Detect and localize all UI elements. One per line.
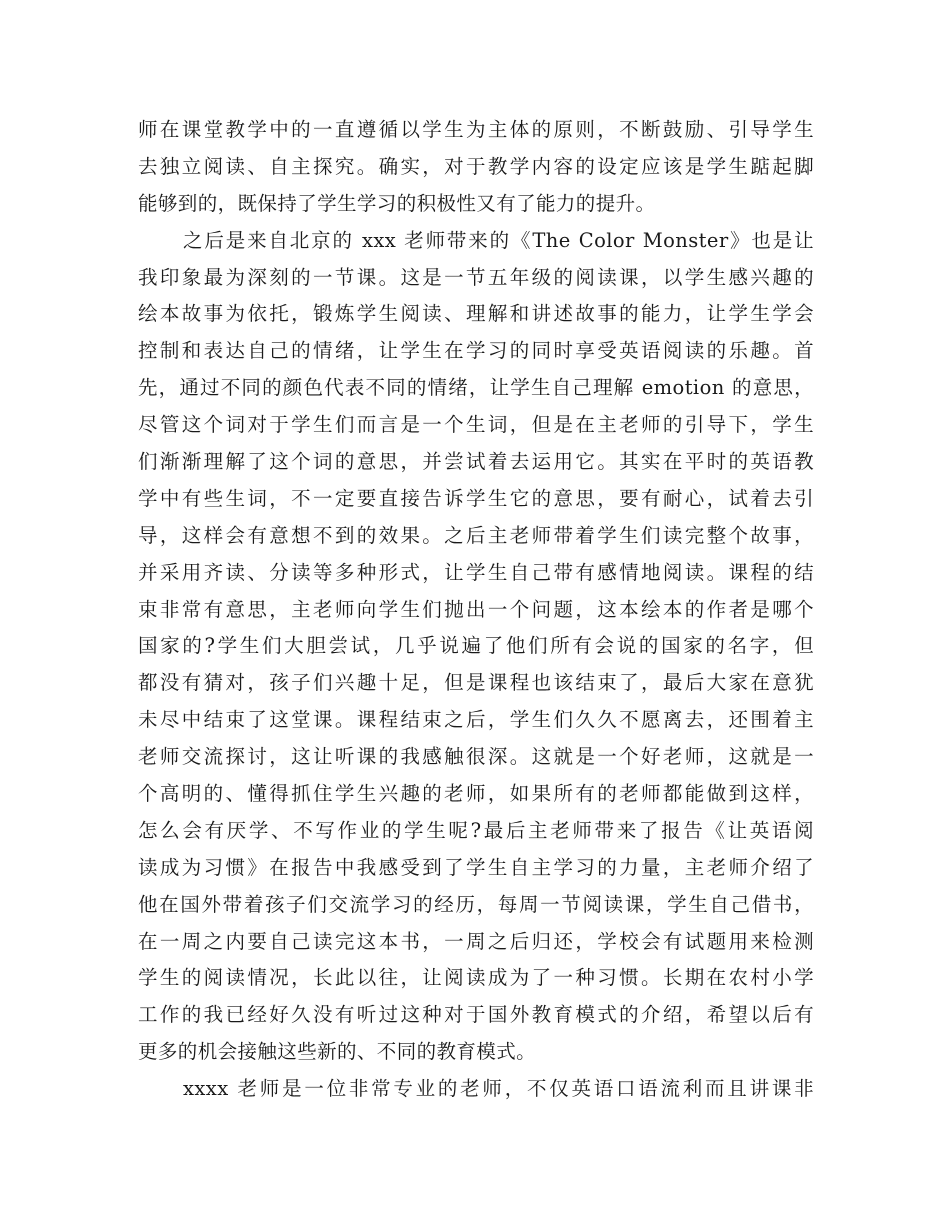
text-line: 师在课堂教学中的一直遵循以学生为主体的原则，不断鼓励、引导学生 xyxy=(138,118,814,141)
text-line: 国家的?学生们大胆尝试，几乎说遍了他们所有会说的国家的名字，但 xyxy=(138,634,814,658)
text-line: 去独立阅读、自主探究。确实，对于教学内容的设定应该是学生踮起脚 xyxy=(138,154,814,178)
text-line: 怎么会有厌学、不写作业的学生呢?最后主老师带来了报告《让英语阅 xyxy=(138,818,814,842)
text-line: 读成为习惯》在报告中我感受到了学生自主学习的力量，主老师介绍了 xyxy=(138,855,814,879)
text-line: 束非常有意思，主老师向学生们抛出一个问题，这本绘本的作者是哪个 xyxy=(138,597,814,621)
text-line: 我印象最为深刻的一节课。这是一节五年级的阅读课，以学生感兴趣的 xyxy=(138,265,814,289)
text-line: 并采用齐读、分读等多种形式，让学生自己带有感情地阅读。课程的结 xyxy=(138,560,814,584)
text-line: 导，这样会有意想不到的效果。之后主老师带着学生们读完整个故事， xyxy=(138,523,814,547)
text-line: 们渐渐理解了这个词的意思，并尝试着去运用它。其实在平时的英语教 xyxy=(138,450,814,474)
text-line: 控制和表达自己的情绪，让学生在学习的同时享受英语阅读的乐趣。首 xyxy=(138,339,814,363)
text-line: 个高明的、懂得抓住学生兴趣的老师，如果所有的老师都能做到这样， xyxy=(138,782,814,806)
text-line: 在一周之内要自己读完这本书，一周之后归还，学校会有试题用来检测 xyxy=(138,929,814,953)
document-body xyxy=(138,112,814,1108)
text-line: 尽管这个词对于学生们而言是一个生词，但是在主老师的引导下，学生 xyxy=(138,413,814,437)
text-line: 都没有猜对，孩子们兴趣十足，但是课程也该结束了，最后大家在意犹 xyxy=(138,671,814,695)
text-line: 能够到的，既保持了学生学习的积极性又有了能力的提升。 xyxy=(138,191,656,215)
text-line: 老师交流探讨，这让听课的我感触很深。这就是一个好老师，这就是一 xyxy=(138,745,814,769)
text-line: 未尽中结束了这堂课。课程结束之后，学生们久久不愿离去，还围着主 xyxy=(138,708,814,732)
text-line: 学生的阅读情况，长此以往，让阅读成为了一种习惯。长期在农村小学 xyxy=(138,966,814,990)
text-line: 他在国外带着孩子们交流学习的经历，每周一节阅读课，学生自己借书， xyxy=(138,892,814,916)
paragraph-start-line: 之后是来自北京的 xxx 老师带来的《The Color Monster》也是让 xyxy=(183,228,814,252)
text-line: 更多的机会接触这些新的、不同的教育模式。 xyxy=(138,1040,537,1064)
text-line: 绘本故事为依托，锻炼学生阅读、理解和讲述故事的能力，让学生学会 xyxy=(138,302,814,326)
text-line: 先，通过不同的颜色代表不同的情绪，让学生自己理解 emotion 的意思， xyxy=(138,376,814,400)
paragraph-start-line: xxxx 老师是一位非常专业的老师，不仅英语口语流利而且讲课非 xyxy=(183,1077,814,1101)
text-line: 学中有些生词，不一定要直接告诉学生它的意思，要有耐心，试着去引 xyxy=(138,486,814,510)
text-line: 工作的我已经好久没有听过这种对于国外教育模式的介绍，希望以后有 xyxy=(138,1003,814,1027)
